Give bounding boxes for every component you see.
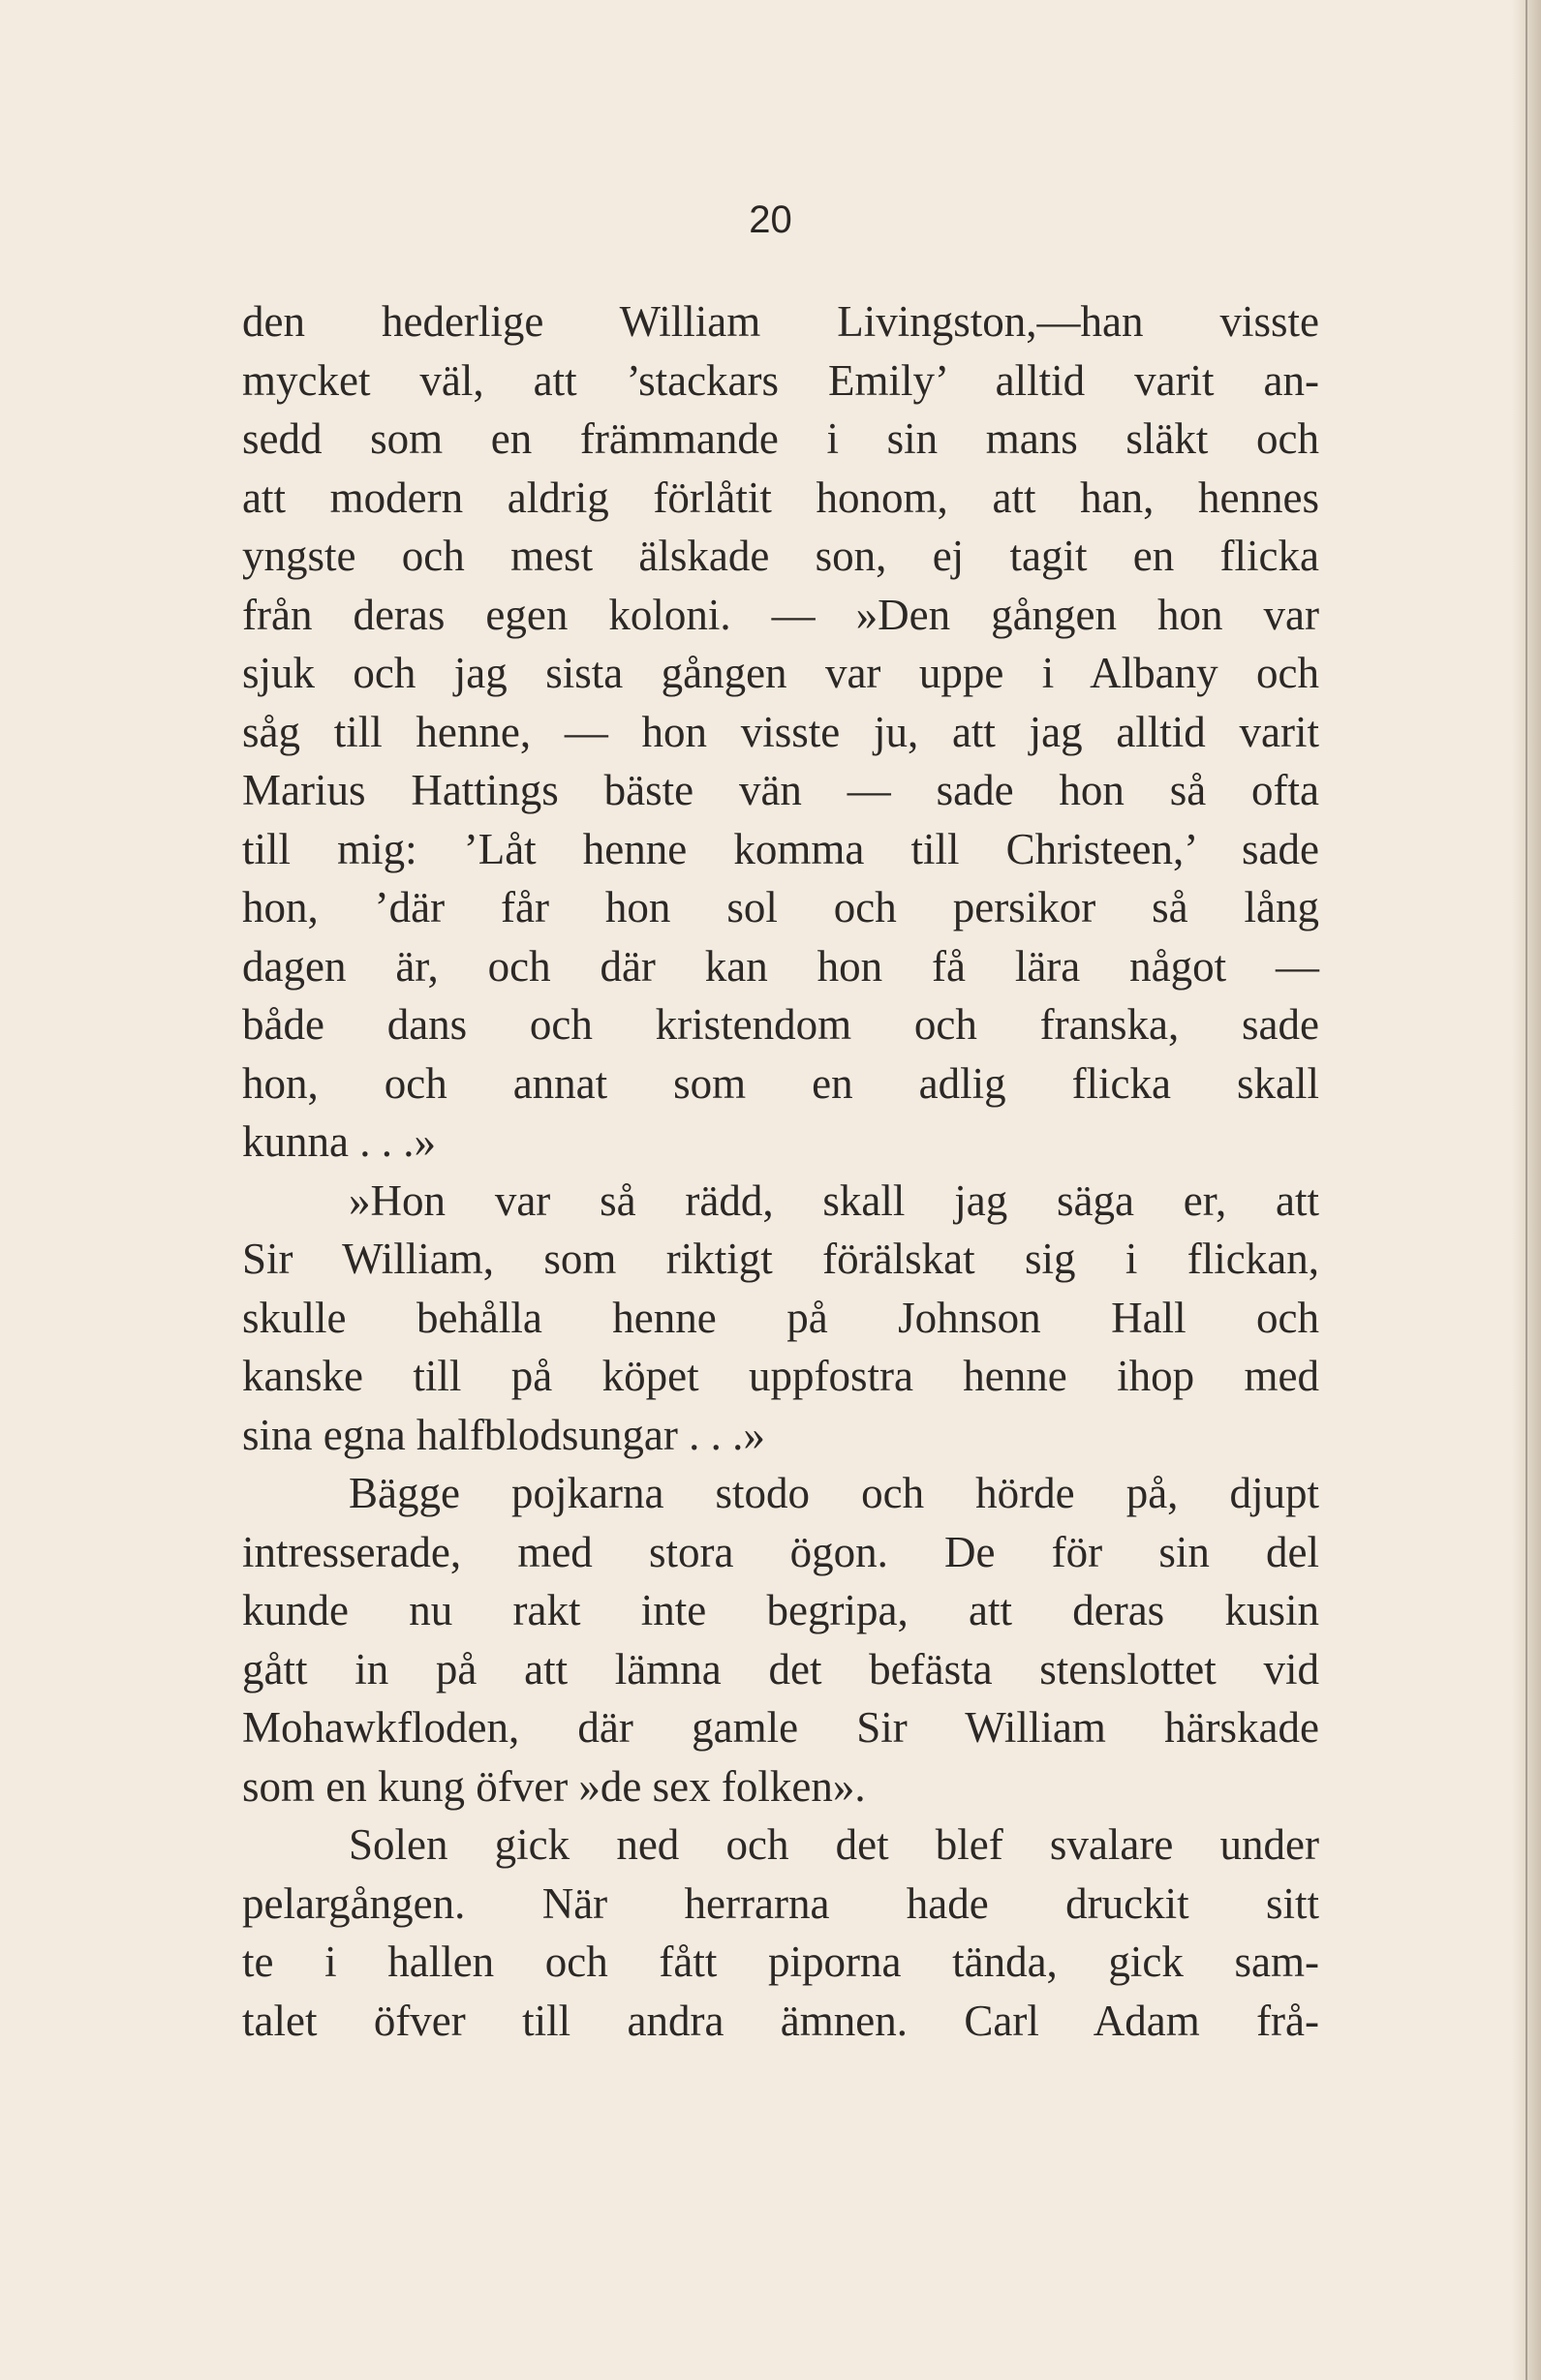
text-line: Marius Hattings bäste vän — sade hon så ofta xyxy=(242,766,1319,814)
text-line-indented: Solen gick ned och det blef svalare under xyxy=(349,1820,1319,1869)
text-line: hon, och annat som en adlig flicka skall xyxy=(242,1058,1319,1108)
page-number: 20 xyxy=(749,198,792,241)
text-line: till mig: ’Låt henne komma till Christeen,’ sade xyxy=(242,824,1319,873)
text-line: intresserade, med stora ögon. De för sin del xyxy=(242,1527,1319,1576)
text-line: talet öfver till andra ämnen. Carl Adam frå- xyxy=(242,1996,1319,2045)
text-line: mycket väl, att ’stackars Emily’ alltid varit an- xyxy=(242,355,1319,405)
text-line: kunde nu rakt inte begripa, att deras kusin xyxy=(242,1586,1319,1634)
body-text xyxy=(242,292,1319,2050)
text-line: att modern aldrig förlåtit honom, att han, hennes xyxy=(242,473,1319,522)
text-line-indented: »Hon var så rädd, skall jag säga er, att xyxy=(349,1175,1319,1225)
text-line: gått in på att lämna det befästa stenslottet vid xyxy=(242,1644,1319,1693)
text-line: skulle behålla henne på Johnson Hall och xyxy=(242,1293,1319,1342)
text-line: såg till henne, — hon visste ju, att jag alltid varit xyxy=(242,707,1319,756)
text-line: som en kung öfver »de sex folken». xyxy=(242,1761,866,1811)
text-line: från deras egen koloni. — »Den gången hon var xyxy=(242,590,1319,639)
text-line: både dans och kristendom och franska, sade xyxy=(242,1000,1319,1049)
text-line: kanske till på köpet uppfostra henne ihop med xyxy=(242,1352,1319,1400)
text-line: te i hallen och fått piporna tända, gick sam- xyxy=(242,1938,1319,1986)
text-line: sjuk och jag sista gången var uppe i Albany och xyxy=(242,649,1319,697)
text-line: den hederlige William Livingston,—han visste xyxy=(242,297,1319,346)
text-line: kunna . . .» xyxy=(242,1117,436,1166)
text-line: pelargången. När herrarna hade druckit sitt xyxy=(242,1878,1319,1928)
text-line: hon, ’där får hon sol och persikor så lång xyxy=(242,883,1319,931)
text-line-indented: Bägge pojkarna stodo och hörde på, djupt xyxy=(349,1469,1319,1517)
page-edge-line xyxy=(1526,0,1527,2380)
text-line: sina egna halfblodsungar . . .» xyxy=(242,1410,765,1459)
text-line: dagen är, och där kan hon få lära något — xyxy=(242,941,1319,991)
text-line: Sir William, som riktigt förälskat sig i flickan, xyxy=(242,1235,1319,1283)
text-line: sedd som en främmande i sin mans släkt och xyxy=(242,414,1319,463)
text-line: yngste och mest älskade son, ej tagit en flicka xyxy=(242,532,1319,580)
text-line: Mohawkfloden, där gamle Sir William härskade xyxy=(242,1703,1319,1752)
